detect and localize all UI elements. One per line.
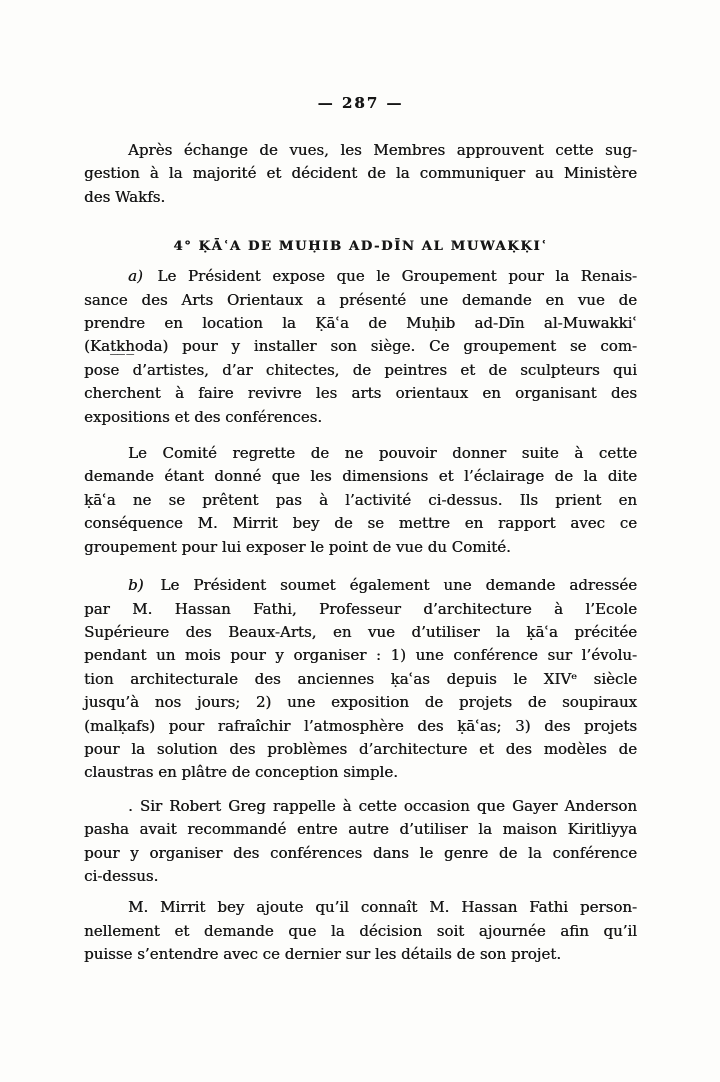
text-line: Supérieure des Beaux-Arts, en vue d’utiliser la ḳāʿa précitée: [84, 622, 637, 641]
text-line: Après échange de vues, les Membres approuvent cette sug-: [128, 141, 637, 159]
paragraph-mirrit: [84, 896, 637, 966]
text-line: tion architecturale des anciennes ḳaʿas depuis le XIVᵉ siècle: [84, 669, 637, 688]
document-body: [84, 139, 637, 967]
text-line: cherchent à faire revivre les arts orientaux en organisant des: [84, 384, 637, 403]
text-line: puisse s’entendre avec ce dernier sur les détails de son projet.: [84, 945, 561, 964]
text-line: conséquence M. Mirrit bey de se mettre en rapport avec ce: [84, 514, 637, 533]
italic-list-marker: a): [128, 267, 143, 286]
text-line: groupement pour lui exposer le point de vue du Comité.: [84, 537, 511, 556]
italic-list-marker: b): [128, 576, 144, 595]
text-line: claustras en plâtre de conception simple.: [84, 763, 398, 782]
text-line: ḳāʿa ne se prêtent pas à l’activité ci-dessus. Ils prient en: [84, 490, 637, 509]
text-line: (malḳafs) pour rafraîchir l’atmosphère des ḳāʿas; 3) des projets: [84, 716, 637, 735]
text-line: expositions et des conférences.: [84, 407, 323, 426]
text-line: gestion à la majorité et décident de la communiquer au Ministère: [84, 164, 637, 183]
text-line: prendre en location la Ḳāʿa de Muḥib ad-Dīn al-Muwakkiʿ: [84, 314, 637, 333]
text-block: [84, 0, 637, 967]
page-number: — 287 —: [317, 94, 404, 112]
text-line: nellement et demande que la décision soit ajournée afin qu’il: [84, 921, 637, 940]
text-line: par M. Hassan Fathi, Professeur d’architecture à l’Ecole: [84, 599, 637, 618]
section-heading: 4° ḲĀʿA DE MUḤIB AD-DĪN AL MUWAḲḲIʿ: [173, 239, 548, 255]
paragraph-a: [84, 265, 637, 429]
text-line: pendant un mois pour y organiser : 1) une conférence sur l’évolu-: [84, 646, 637, 665]
text-line: pour la solution des problèmes d’architecture et des modèles de: [84, 739, 637, 758]
text-line: M. Mirrit bey ajoute qu’il connaît M. Hassan Fathi person-: [128, 898, 637, 917]
paragraph-approval: [84, 139, 637, 209]
text-line: Le Comité regrette de ne pouvoir donner suite à cette: [128, 444, 637, 463]
text-line: demande étant donné que les dimensions et l’éclairage de la dite: [84, 467, 637, 486]
text-line: a) Le Président expose que le Groupement pour la Renais-: [128, 267, 637, 286]
paragraph-greg: [84, 795, 637, 889]
text-line: sance des Arts Orientaux a présenté une demande en vue de: [84, 290, 637, 309]
text-line: pour y organiser des conférences dans le genre de la conférence: [84, 843, 637, 862]
text-line: pasha avait recommandé entre autre d’utiliser la maison Kiritliyya: [84, 820, 637, 839]
text-line: ci-dessus.: [84, 866, 159, 885]
paragraph-b: [84, 574, 637, 785]
text-line: pose d’artistes, d’ar chitectes, de peintres et de sculpteurs qui: [84, 360, 637, 379]
text-line: (Kat̲k̲h̲oda) pour y installer son siège. Ce groupement se com-: [84, 337, 637, 356]
text-line: . Sir Robert Greg rappelle à cette occasion que Gayer Anderson: [128, 796, 637, 815]
text-line: b) Le Président soumet également une demande adressée: [128, 576, 637, 595]
text-line: jusqu’à nos jours; 2) une exposition de projets de soupiraux: [84, 693, 637, 712]
text-line: des Wakfs.: [84, 187, 166, 206]
paragraph-comite: [84, 442, 637, 559]
